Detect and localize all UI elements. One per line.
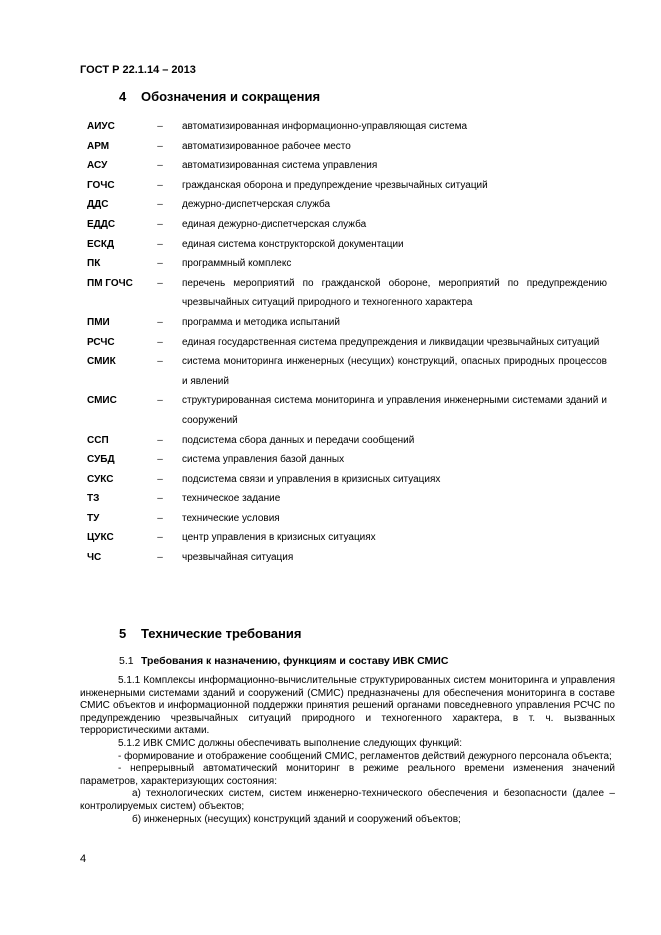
abbreviation-row — [87, 391, 607, 430]
abbreviation-definition: единая государственная система предупреждения и ликвидации чрезвычайных ситуаций — [182, 336, 600, 348]
abbreviation-row — [87, 450, 607, 470]
abbreviation-dash: – — [157, 552, 163, 564]
abbreviation-dash: – — [157, 493, 163, 505]
section-4-title: Обозначения и сокращения — [141, 89, 321, 104]
abbreviation-definition: единая дежурно-диспетчерская служба — [182, 218, 367, 230]
abbreviation-row — [87, 215, 607, 235]
abbreviation-definition: программный комплекс — [182, 258, 292, 270]
abbreviation-definition: система управления базой данных — [182, 454, 345, 466]
abbreviation-definition: автоматизированная информационно-управляющая система — [182, 121, 468, 132]
section-5-heading — [119, 626, 301, 641]
abbreviation-row — [87, 117, 607, 137]
abbreviation-dash: – — [157, 532, 163, 544]
abbreviation-row — [87, 352, 607, 391]
abbreviation-dash: – — [157, 277, 163, 289]
abbreviation-row — [87, 274, 607, 313]
abbreviation-code: РСЧС — [87, 336, 115, 348]
subsection-5-1-number: 5.1 — [119, 655, 134, 667]
abbreviation-row — [87, 176, 607, 196]
abbreviations-list — [87, 117, 607, 568]
body-paragraph: 5.1.2 ИВК СМИС должны обеспечивать выполнение следующих функций: — [118, 737, 463, 749]
abbreviation-definition: технические условия — [182, 512, 280, 524]
abbreviation-definition: единая система конструкторской документации — [182, 238, 404, 250]
abbreviation-dash: – — [157, 316, 163, 328]
abbreviation-dash: – — [157, 336, 163, 348]
abbreviation-row — [87, 254, 607, 274]
abbreviation-code: ЕСКД — [87, 238, 115, 250]
abbreviation-definition: система мониторинга инженерных (несущих) конструкций, опасных природных процессов и явлений — [182, 356, 607, 387]
body-paragraph: - формирование и отображение сообщений СМИС, регламентов действий дежурного персонала объекта; — [118, 750, 612, 762]
page-number: 4 — [80, 853, 87, 865]
abbreviation-row — [87, 137, 607, 157]
section-5-number: 5 — [119, 626, 127, 641]
abbreviation-code: СМИК — [87, 356, 116, 368]
abbreviation-definition: гражданская оборона и предупреждение чрезвычайных ситуаций — [182, 179, 488, 191]
abbreviation-dash: – — [157, 218, 163, 230]
body-paragraph: а) технологических систем, систем инженерно-технического обеспечения и безопасности (далее – контролируемых систем) объектов; — [80, 788, 615, 812]
abbreviation-dash: – — [157, 356, 163, 368]
abbreviation-definition: техническое задание — [182, 493, 281, 505]
section-4-heading — [119, 89, 320, 104]
abbreviation-row — [87, 509, 607, 529]
abbreviation-dash: – — [157, 160, 163, 172]
abbreviation-dash: – — [157, 395, 163, 407]
abbreviation-definition: программа и методика испытаний — [182, 316, 340, 328]
abbreviation-row — [87, 313, 607, 333]
abbreviation-definition: центр управления в кризисных ситуациях — [182, 532, 376, 544]
abbreviation-code: ДДС — [87, 199, 109, 211]
abbreviation-code: СУБД — [87, 454, 115, 466]
section-5-body — [80, 675, 615, 826]
abbreviation-dash: – — [157, 121, 163, 132]
abbreviation-dash: – — [157, 512, 163, 524]
document-header: ГОСТ Р 22.1.14 – 2013 — [80, 64, 196, 76]
abbreviation-definition: структурированная система мониторинга и управления инженерными системами зданий и сооружений — [182, 395, 607, 426]
abbreviation-row — [87, 470, 607, 490]
abbreviation-code: АРМ — [87, 140, 110, 152]
abbreviation-row — [87, 195, 607, 215]
abbreviation-code: ГОЧС — [87, 179, 115, 191]
abbreviation-code: ПМ ГОЧС — [87, 277, 133, 289]
abbreviation-dash: – — [157, 179, 163, 191]
subsection-5-1-title: Требования к назначению, функциям и составу ИВК СМИС — [141, 655, 449, 667]
abbreviation-row — [87, 235, 607, 255]
section-4-number: 4 — [119, 89, 127, 104]
section-5-title: Технические требования — [141, 626, 302, 641]
abbreviation-definition: автоматизированное рабочее место — [182, 140, 351, 152]
abbreviation-code: СМИС — [87, 395, 117, 407]
abbreviation-row — [87, 333, 607, 353]
abbreviation-code: АСУ — [87, 160, 108, 172]
abbreviation-dash: – — [157, 454, 163, 466]
abbreviation-definition: автоматизированная система управления — [182, 160, 378, 172]
abbreviation-code: ПМИ — [87, 316, 110, 328]
body-paragraph: - непрерывный автоматический мониторинг в режиме реального времени изменения значений параметров, характеризующих состояния: — [80, 763, 615, 787]
body-paragraph: б) инженерных (несущих) конструкций зданий и сооружений объектов; — [132, 813, 461, 825]
abbreviation-row — [87, 548, 607, 568]
abbreviation-code: ПК — [87, 258, 101, 270]
abbreviation-code: ЧС — [87, 552, 102, 564]
abbreviation-definition: чрезвычайная ситуация — [182, 552, 294, 564]
abbreviation-code: ССП — [87, 434, 109, 446]
abbreviation-code: АИУС — [87, 121, 115, 132]
abbreviation-dash: – — [157, 199, 163, 211]
abbreviation-code: СУКС — [87, 473, 114, 485]
abbreviation-dash: – — [157, 434, 163, 446]
abbreviation-definition: подсистема связи и управления в кризисных ситуациях — [182, 473, 441, 485]
abbreviation-dash: – — [157, 473, 163, 485]
abbreviation-definition: дежурно-диспетчерская служба — [182, 199, 331, 211]
abbreviation-dash: – — [157, 140, 163, 152]
subsection-5-1-heading — [119, 655, 448, 667]
abbreviation-dash: – — [157, 238, 163, 250]
abbreviation-row — [87, 156, 607, 176]
abbreviation-definition: перечень мероприятий по гражданской обороне, мероприятий по предупреждению чрезвычайных ситуаций природного и техногенного характера — [182, 277, 607, 309]
abbreviation-code: ЦУКС — [87, 532, 114, 544]
abbreviation-code: ТЗ — [87, 493, 100, 505]
body-paragraph: 5.1.1 Комплексы информационно-вычислительные структурированных систем мониторинга и управления инженерными системами зданий и сооружений (СМИС) предназначены для обеспечения мониторинга в составе СМИС объектов и информационной поддержки принятия решений органами повседневного управления РСЧС по предупреждению чрезвычайных ситуаций природного и техногенного характера, в т. ч. вызванных террористическими актами. — [80, 675, 615, 737]
abbreviation-row — [87, 489, 607, 509]
abbreviation-code: ТУ — [87, 512, 100, 524]
abbreviation-row — [87, 528, 607, 548]
abbreviation-row — [87, 431, 607, 451]
abbreviation-definition: подсистема сбора данных и передачи сообщений — [182, 434, 415, 446]
abbreviation-dash: – — [157, 258, 163, 270]
abbreviation-code: ЕДДС — [87, 218, 116, 230]
